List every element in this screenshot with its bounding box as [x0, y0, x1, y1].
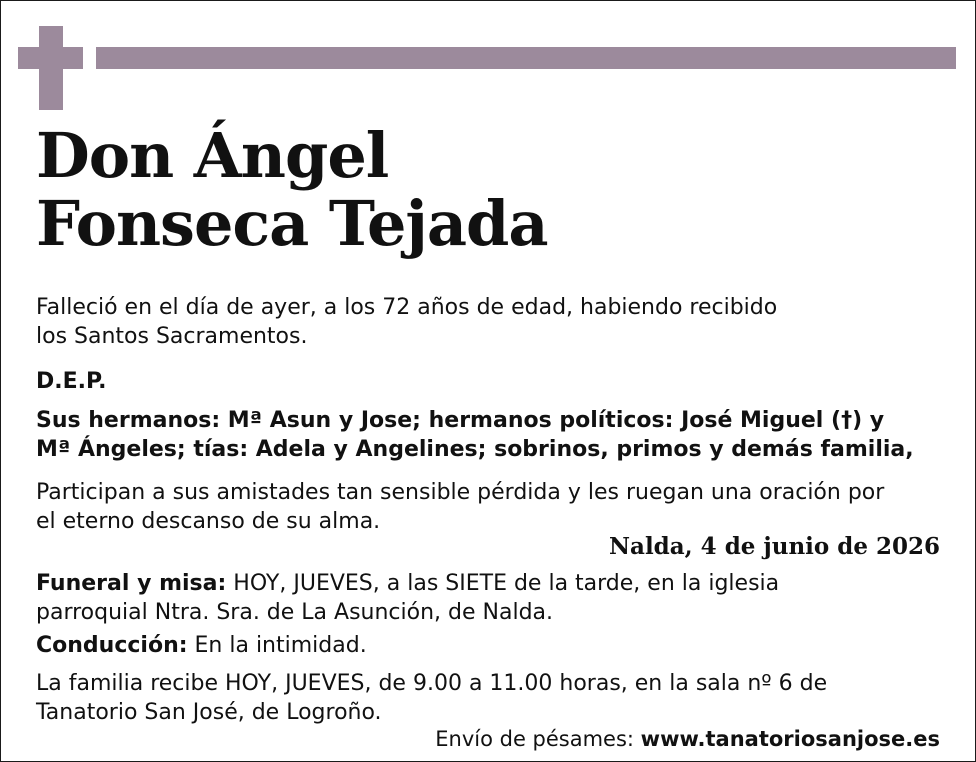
- place-date: Nalda, 4 de junio de 2026: [609, 533, 940, 560]
- funeral-line-1: HOY, JUEVES, a las SIETE de la tarde, en la iglesia: [226, 571, 780, 596]
- condolences-label: Envío de pésames:: [435, 727, 641, 751]
- reception-line-2: Tanatorio San José, de Logroño.: [36, 700, 382, 725]
- death-notice-text: [36, 293, 777, 351]
- conduction-value: En la intimidad.: [187, 633, 367, 658]
- family-text: [36, 406, 914, 464]
- family-line-1: Sus hermanos: Mª Asun y Jose; hermanos políticos: José Miguel (†) y: [36, 408, 885, 433]
- deceased-name: [36, 119, 548, 260]
- header-divider-bar: [96, 47, 956, 69]
- reception-text: [36, 669, 827, 727]
- condolences-website-link[interactable]: www.tanatoriosanjose.es: [640, 727, 940, 751]
- participation-text: [36, 478, 884, 536]
- reception-line-1: La familia recibe HOY, JUEVES, de 9.00 a 11.00 horas, en la sala nº 6 de: [36, 671, 828, 696]
- death-notice-line-2: los Santos Sacramentos.: [36, 324, 308, 349]
- deceased-name-line-2: Fonseca Tejada: [36, 187, 548, 260]
- funeral-label: Funeral y misa:: [36, 571, 227, 596]
- funeral-text: [36, 569, 779, 627]
- family-line-2: Mª Ángeles; tías: Adela y Angelines; sobrinos, primos y demás familia,: [36, 437, 914, 462]
- conduction-text: [36, 631, 367, 660]
- funeral-line-2: parroquial Ntra. Sra. de La Asunción, de Nalda.: [36, 600, 554, 625]
- participation-line-1: Participan a sus amistades tan sensible pérdida y les ruegan una oración por: [36, 480, 885, 505]
- condolences-footer: [435, 725, 940, 753]
- dep-text: D.E.P.: [36, 369, 107, 394]
- participation-line-2: el eterno descanso de su alma.: [36, 509, 381, 534]
- death-notice-line-1: Falleció en el día de ayer, a los 72 años de edad, habiendo recibido: [36, 295, 778, 320]
- deceased-name-line-1: Don Ángel: [36, 119, 389, 192]
- cross-horizontal-bar: [18, 47, 83, 69]
- conduction-label: Conducción:: [36, 633, 188, 658]
